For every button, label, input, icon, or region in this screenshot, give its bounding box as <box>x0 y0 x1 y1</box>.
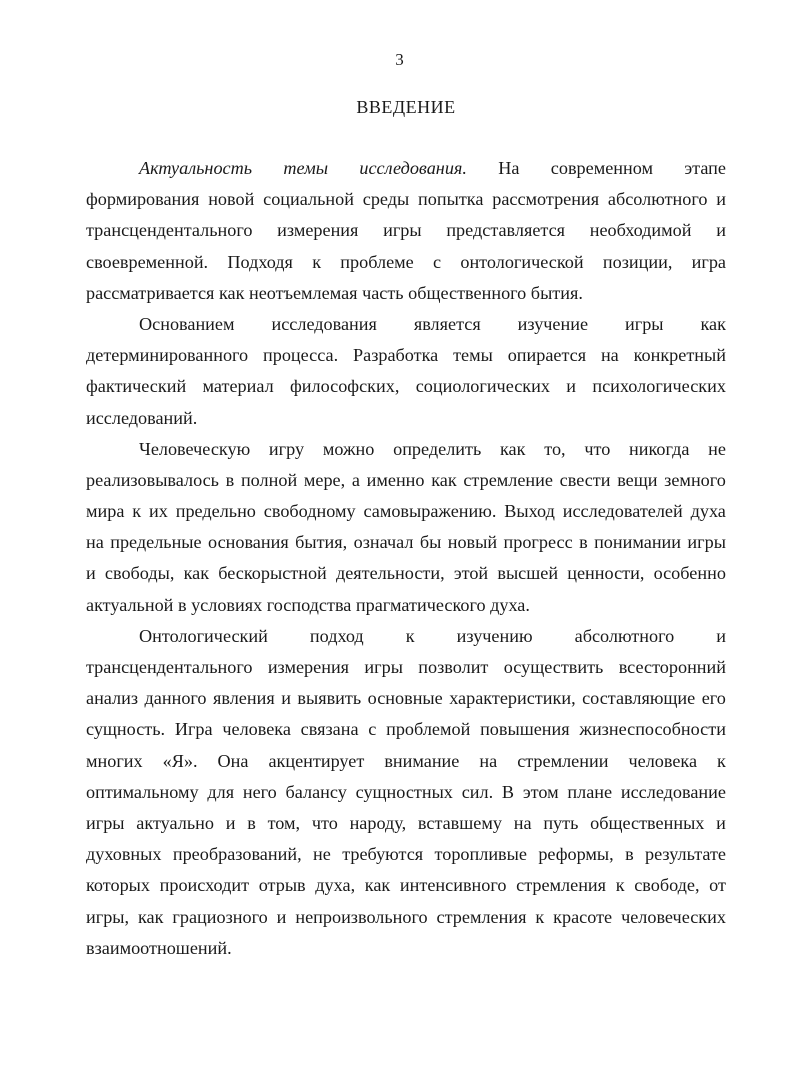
text-line <box>86 933 726 964</box>
word: изучение <box>517 313 589 334</box>
text-line <box>86 683 726 714</box>
word: можно <box>322 438 375 459</box>
word: бы <box>419 532 442 553</box>
word: новый <box>447 532 498 553</box>
text-line <box>86 839 726 870</box>
word: игры <box>687 532 726 553</box>
word: стремления <box>436 906 527 927</box>
word: современном <box>550 158 654 178</box>
word: материал <box>202 376 274 397</box>
word: как <box>700 313 726 334</box>
text-line <box>86 371 726 402</box>
word: Она <box>217 750 249 771</box>
word: определить <box>393 438 482 459</box>
word: народу, <box>349 812 407 833</box>
word: рассматривается как неотъемлемая часть общественного бытия. <box>86 282 583 303</box>
text-line <box>86 309 726 340</box>
paragraph <box>86 434 726 621</box>
word: ценности, <box>567 563 645 584</box>
text-line <box>86 153 726 184</box>
word: и <box>716 625 726 646</box>
word: не <box>708 438 726 459</box>
word: вещи <box>617 469 658 490</box>
word: является <box>413 313 481 334</box>
word: актуальной в условиях господства прагматического духа. <box>86 594 530 615</box>
word: акцентирует <box>268 750 365 771</box>
word: и <box>281 688 291 709</box>
word: в <box>579 532 588 553</box>
word: рассмотрения <box>492 189 600 210</box>
word: актуально <box>136 812 214 833</box>
text-line <box>86 215 726 246</box>
word: понимании <box>594 532 682 553</box>
word: процесса. <box>263 345 339 366</box>
word: Онтологический <box>139 625 268 646</box>
word: подход <box>309 625 364 646</box>
word: человека <box>222 719 291 740</box>
word: темы <box>453 345 493 366</box>
paragraph <box>86 309 726 434</box>
word: сил. <box>461 781 494 802</box>
word: формирования <box>86 189 200 210</box>
word: повышения <box>480 719 570 740</box>
word: Человеческую <box>139 438 251 459</box>
word: в <box>247 812 256 833</box>
word: «Я». <box>162 750 198 771</box>
word: реализовывалось <box>86 469 219 490</box>
word: именно <box>366 469 425 490</box>
word: и <box>716 189 726 210</box>
text-line <box>86 465 726 496</box>
word: интенсивного <box>399 875 507 896</box>
word: означал <box>353 532 414 553</box>
word: и <box>566 376 577 397</box>
word: к <box>717 750 726 771</box>
word: абсолютного <box>574 625 675 646</box>
word: психологических <box>592 376 726 397</box>
word: попытка <box>418 189 484 210</box>
word: земного <box>664 469 726 490</box>
word: исследование <box>620 781 726 802</box>
word: в <box>625 844 634 865</box>
word: детерминированного <box>86 345 249 366</box>
word: этапе <box>684 158 726 178</box>
word: свободе, <box>634 875 700 896</box>
text-line <box>86 496 726 527</box>
word: торопливые <box>434 844 527 865</box>
text-line <box>86 870 726 901</box>
word: духа, <box>315 875 356 896</box>
text-line <box>86 621 726 652</box>
word: составляющие <box>582 688 696 709</box>
word: как <box>431 469 457 490</box>
word: реформы, <box>538 844 614 865</box>
word: исследователей <box>562 501 683 522</box>
word: происходит <box>159 875 250 896</box>
text-line <box>86 652 726 683</box>
word: бытия, <box>295 532 348 553</box>
paragraph <box>86 153 726 309</box>
word: свободному <box>263 501 356 522</box>
word: путь <box>543 812 579 833</box>
word: игры <box>625 313 664 334</box>
text-line <box>86 590 726 621</box>
word: трансцендентального <box>86 657 253 677</box>
word: прогресс <box>503 532 573 553</box>
word: свободы, <box>104 563 175 584</box>
word: на <box>86 532 104 553</box>
word: для <box>207 781 235 802</box>
word: как <box>500 438 526 459</box>
word: социальной <box>263 189 354 210</box>
word: полной <box>240 469 298 490</box>
word: и <box>276 906 287 927</box>
text-line <box>86 340 726 371</box>
word: требуются <box>342 844 424 865</box>
word: В <box>501 781 515 802</box>
word: взаимоотношений. <box>86 937 232 958</box>
word: игры <box>86 812 125 833</box>
word: их <box>149 501 168 522</box>
text-line <box>86 714 726 745</box>
word: человека <box>628 750 698 771</box>
word: игры <box>383 220 422 241</box>
word: красоте <box>553 906 613 927</box>
word: результате <box>645 844 726 865</box>
word: высшей <box>497 563 559 584</box>
text-line <box>86 403 726 434</box>
word: на <box>479 750 498 771</box>
text-line <box>86 902 726 933</box>
word: темы <box>283 158 329 178</box>
word: и <box>716 812 726 833</box>
text-line <box>86 558 726 589</box>
section-heading: ВВЕДЕНИЕ <box>356 97 456 117</box>
word: что <box>584 438 611 459</box>
word: предельно <box>175 501 256 522</box>
word: что <box>311 812 338 833</box>
word: к <box>535 906 545 927</box>
word: мира <box>86 501 125 522</box>
word: сущностных <box>355 781 453 802</box>
word: стремления <box>516 875 607 896</box>
word: деятельности, <box>335 563 445 584</box>
word: к <box>615 875 625 896</box>
word: игры <box>364 657 403 677</box>
word: позволит <box>418 657 489 677</box>
word: стремлении <box>517 750 609 771</box>
word: игра <box>691 251 726 272</box>
text-line <box>86 434 726 465</box>
word: никогда <box>629 438 690 459</box>
word: сущность. <box>86 719 166 740</box>
word: связана <box>300 719 359 740</box>
word: фактический <box>86 376 187 397</box>
word: с <box>433 251 442 272</box>
word: духа <box>690 501 726 522</box>
word: исследования <box>271 313 377 334</box>
word: проблемой <box>386 719 471 740</box>
text-line <box>86 184 726 215</box>
word: основания <box>208 532 289 553</box>
text-line <box>86 808 726 839</box>
word: философских, <box>290 376 400 397</box>
word: всесторонний <box>618 657 726 677</box>
word: с <box>368 719 377 740</box>
word: Выход <box>504 501 555 522</box>
word: среды <box>362 189 410 210</box>
word: бескорыстной <box>218 563 327 584</box>
word: отрыв <box>258 875 306 896</box>
word: измерения <box>267 657 350 677</box>
word: исследований. <box>86 407 198 428</box>
word: осуществить <box>503 657 604 677</box>
word: оптимальному <box>86 781 199 802</box>
word: необходимой <box>589 220 692 241</box>
word: преобразований, <box>172 844 302 865</box>
word: Подходя <box>227 251 293 272</box>
word: к <box>312 251 322 272</box>
word: особенно <box>653 563 726 584</box>
word: то, <box>544 438 566 459</box>
word: многих <box>86 750 143 771</box>
page-number: 3 <box>395 50 404 69</box>
word: и <box>86 563 96 584</box>
word: социологических <box>415 376 550 397</box>
word: грациозного <box>172 906 268 927</box>
word: к <box>405 625 415 646</box>
word: свести <box>559 469 611 490</box>
word: и <box>225 812 236 833</box>
word: том, <box>267 812 301 833</box>
word: конкретный <box>633 345 726 366</box>
word: как <box>183 563 210 584</box>
word: внимание <box>384 750 460 771</box>
word: на <box>600 345 619 366</box>
word: жизнеспособности <box>579 719 726 740</box>
word: духовных <box>86 844 162 865</box>
word: как <box>364 875 391 896</box>
text-line <box>86 247 726 278</box>
word: предельные <box>110 532 202 553</box>
word: онтологической <box>460 251 584 272</box>
word: самовыражению. <box>363 501 497 522</box>
word: а <box>351 469 360 490</box>
word: игру <box>268 438 305 459</box>
word: проблеме <box>340 251 414 272</box>
word: которых <box>86 875 150 896</box>
word: игры, <box>86 906 130 927</box>
word: плане <box>567 781 613 802</box>
word: Основанием <box>139 313 235 334</box>
word: его <box>701 688 726 709</box>
word: На <box>498 158 520 178</box>
text-line <box>86 278 726 309</box>
word: человеческих <box>621 906 726 927</box>
word: этом <box>522 781 559 802</box>
word: представляется <box>446 220 566 241</box>
word: как <box>138 906 164 927</box>
word: вставшему <box>417 812 502 833</box>
word: Игра <box>174 719 213 740</box>
word: явления <box>213 688 275 709</box>
word: изучению <box>456 625 533 646</box>
word: этой <box>453 563 489 584</box>
word: характеристики, <box>449 688 576 709</box>
word: в <box>225 469 235 490</box>
text-line <box>86 527 726 558</box>
word: мере, <box>303 469 346 490</box>
word: не <box>313 844 331 865</box>
word: и <box>716 220 726 241</box>
body-text <box>86 153 726 964</box>
word: стремление <box>463 469 553 490</box>
word: опирается <box>507 345 587 366</box>
word: балансу <box>285 781 347 802</box>
text-line <box>86 746 726 777</box>
word: Разработка <box>353 345 439 366</box>
word: к <box>132 501 142 522</box>
word: Актуальность <box>139 158 253 178</box>
word: данного <box>144 688 207 709</box>
word: абсолютного <box>607 189 708 210</box>
word: выявить <box>297 688 362 709</box>
word: позиции, <box>602 251 673 272</box>
word: основные <box>367 688 443 709</box>
word: новой <box>208 189 255 210</box>
word: от <box>709 875 726 896</box>
word: на <box>513 812 532 833</box>
word: своевременной. <box>86 251 209 272</box>
word: исследования. <box>359 158 467 178</box>
word: трансцендентального <box>86 220 253 241</box>
text-line <box>86 777 726 808</box>
word: общественных <box>590 812 705 833</box>
word: измерения <box>277 220 359 241</box>
word: непроизвольного <box>295 906 428 927</box>
word: анализ <box>86 688 139 709</box>
paragraph <box>86 621 726 964</box>
word: него <box>242 781 277 802</box>
